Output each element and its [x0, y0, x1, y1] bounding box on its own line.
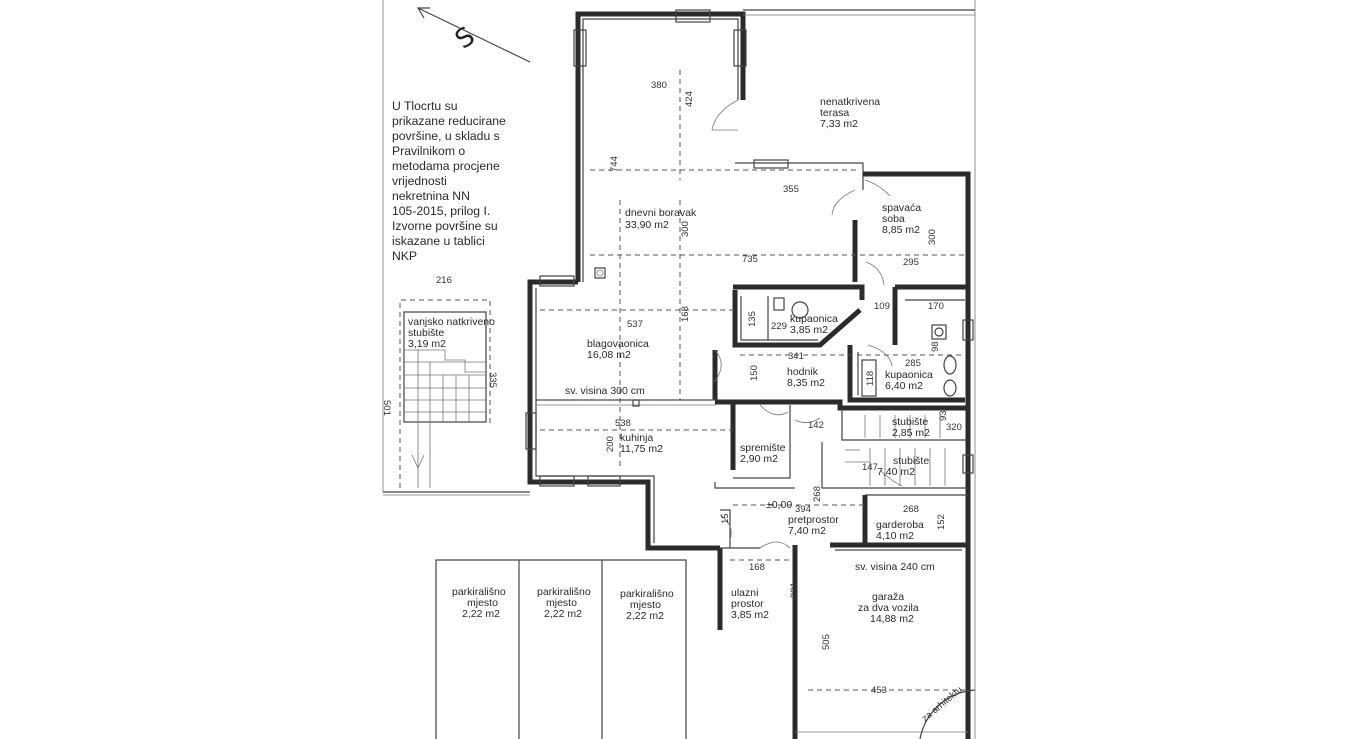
room-kupaonica2-name: kupaonica: [885, 369, 933, 381]
note-line: nekretnina NN: [392, 189, 470, 203]
dimension: 735: [742, 254, 758, 265]
room-hodnik-name: hodnik: [787, 366, 818, 378]
dimension: 231: [789, 582, 800, 598]
note-line: prikazane reducirane: [392, 114, 506, 128]
dimension: 300: [680, 221, 691, 237]
dimension: 147: [862, 462, 878, 473]
room-garderoba-area: 4,10 m2: [876, 530, 914, 542]
room-garaza-name: garaža: [872, 591, 905, 603]
dimension: 168: [680, 306, 691, 322]
room-kupaonica1-name: kupaonica: [790, 313, 838, 325]
dimension: 200: [605, 436, 616, 452]
room-spremiste-name: spremište: [740, 442, 786, 454]
dimension: 424: [684, 91, 695, 107]
room-blagovaonica-name: blagovaonica: [587, 338, 649, 350]
room-boravak-name: dnevni boravak: [625, 207, 697, 219]
note-line: NKP: [392, 249, 418, 263]
dimension: 152: [936, 514, 947, 530]
room-ulazni-area: 3,85 m2: [731, 609, 769, 621]
dimension: 505: [821, 634, 832, 650]
parking-3-area: 2,22 m2: [626, 610, 664, 622]
ceiling-height-240: sv. visina 240 cm: [855, 561, 935, 573]
room-ulazni-name: ulazni: [731, 587, 759, 599]
dimension: 537: [627, 319, 643, 330]
room-boravak-area: 33,90 m2: [625, 219, 669, 231]
room-spavaca-name: spavaća: [882, 202, 922, 214]
dimension: 142: [808, 420, 824, 431]
note-line: U Tlocrtu su: [392, 99, 458, 113]
parking-3-type: mjesto: [630, 599, 661, 611]
dimension: 268: [903, 504, 919, 515]
dimension: 135: [747, 311, 758, 327]
dimension: 285: [905, 358, 921, 369]
dimension: 355: [783, 184, 799, 195]
parking-2-type: mjesto: [546, 597, 577, 609]
room-pretprostor-name: pretprostor: [788, 514, 839, 526]
room-vanjsko-name: vanjsko natkriveno: [408, 316, 495, 328]
dimension: 295: [903, 257, 919, 268]
plan-note: [392, 99, 506, 263]
room-terasa-type: terasa: [820, 107, 850, 119]
note-line: 105-2015, prilog I.: [392, 204, 491, 218]
dimension: 453: [871, 685, 887, 696]
room-hodnik-area: 8,35 m2: [787, 377, 825, 389]
room-stubiste2-area: 7,40 m2: [877, 466, 915, 478]
room-terasa-name: nenatkrivena: [820, 96, 881, 108]
ceiling-height-300: sv. visina 300 cm: [565, 385, 645, 397]
parking-1-area: 2,22 m2: [462, 608, 500, 620]
dimension: 380: [651, 80, 667, 91]
room-ulazni-type: prostor: [731, 598, 764, 610]
room-stubiste1-name: stubište: [892, 416, 929, 428]
room-vanjsko-type: stubište: [408, 327, 445, 339]
dimension: 538: [615, 418, 631, 429]
dimension: 341: [788, 351, 804, 362]
floor-level: ±0,00: [766, 499, 793, 511]
dimension: 150: [749, 365, 760, 381]
outdoor-stairs: [383, 300, 530, 495]
north-label: S: [449, 21, 481, 56]
room-kuhinja-name: kuhinja: [620, 432, 654, 444]
dimension: 170: [928, 301, 944, 312]
room-stubiste2-name: stubište: [893, 455, 930, 467]
room-kuhinja-area: 11,75 m2: [620, 443, 663, 455]
dimension: 394: [795, 504, 811, 515]
dimension: 93: [938, 410, 949, 421]
dimension: 216: [436, 275, 452, 286]
note-line: površine, u skladu s: [392, 129, 500, 143]
parking-3-name: parkirališno: [620, 588, 674, 600]
dimension: 109: [874, 301, 890, 312]
room-pretprostor-area: 7,40 m2: [788, 525, 826, 537]
note-line: iskazane u tablici: [392, 234, 485, 248]
room-spavaca-area: 8,85 m2: [882, 224, 920, 236]
dimension: 320: [946, 422, 962, 433]
dimension: 118: [865, 370, 876, 386]
room-kupaonica2-area: 6,40 m2: [885, 380, 923, 392]
dimension: 501: [381, 400, 392, 416]
dimension: 168: [749, 562, 765, 573]
room-garaza-type: za dva vozila: [858, 602, 919, 614]
dimension: 268: [812, 486, 823, 502]
room-terasa-area: 7,33 m2: [820, 118, 858, 130]
north-arrow: [418, 8, 530, 62]
room-garaza-area: 14,88 m2: [870, 613, 914, 625]
note-line: Izvorne površine su: [392, 219, 498, 233]
note-line: Pravilnikom o: [392, 144, 466, 158]
room-garderoba-name: garderoba: [876, 519, 924, 531]
windows: [526, 10, 973, 486]
parking-2-area: 2,22 m2: [544, 608, 582, 620]
room-kupaonica1-area: 3,85 m2: [790, 324, 828, 336]
room-stubiste1-area: 2,85 m2: [892, 427, 930, 439]
parking-1-name: parkirališno: [452, 586, 506, 598]
parking-1-type: mjesto: [467, 597, 498, 609]
dimension: 744: [609, 156, 620, 172]
room-blagovaonica-area: 16,08 m2: [587, 349, 631, 361]
parking-2-name: parkirališno: [537, 586, 591, 598]
note-line: vrijednosti: [392, 174, 447, 188]
dimension: 300: [927, 229, 938, 245]
dimension: 98: [930, 341, 941, 352]
stamp-text: za arhitektu: [919, 684, 965, 725]
dimension: 15: [720, 513, 731, 524]
room-spremiste-area: 2,90 m2: [740, 453, 778, 465]
room-vanjsko-area: 3,19 m2: [408, 338, 446, 350]
note-line: metodama procjene: [392, 159, 500, 173]
dimension: 335: [487, 372, 498, 388]
dimension: 229: [771, 321, 787, 332]
room-spavaca-type: soba: [882, 213, 905, 225]
